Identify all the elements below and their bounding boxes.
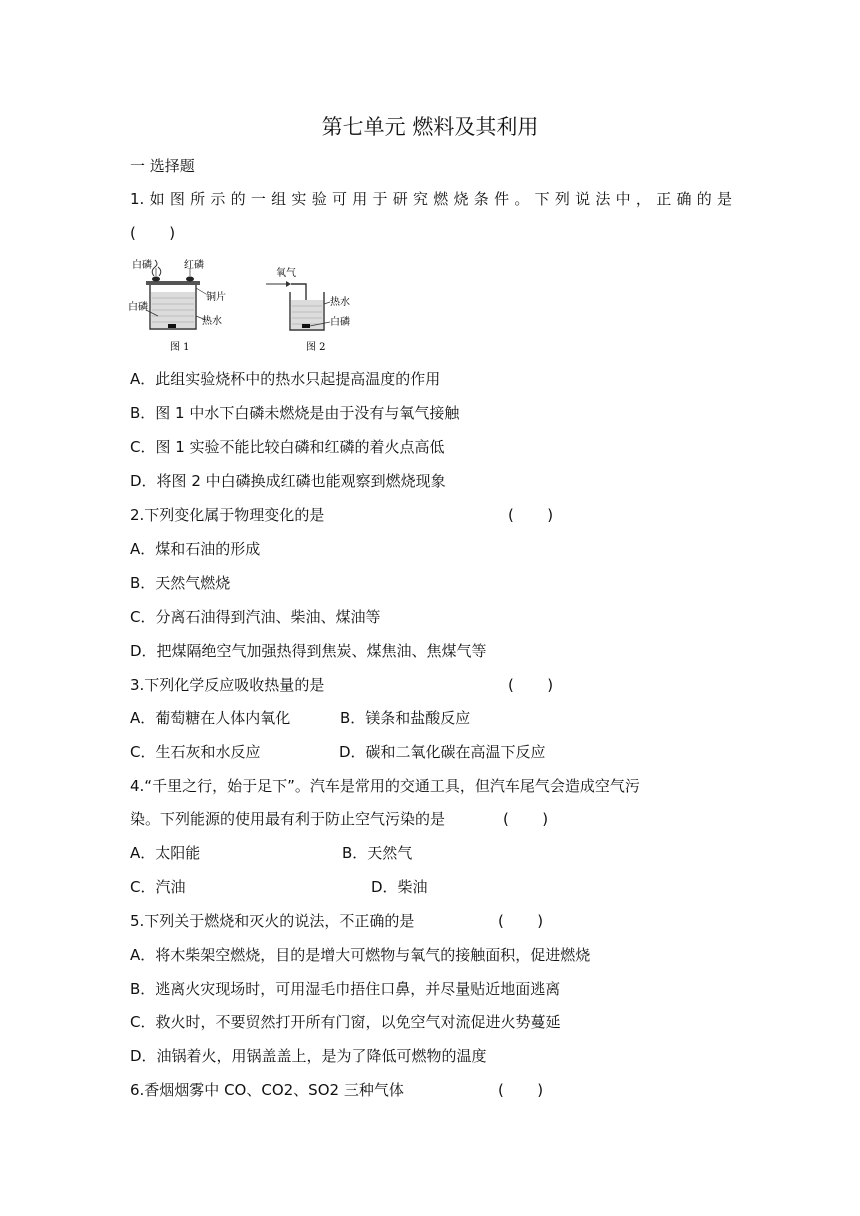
fig2-label-white-phosphorus: 白磷 [330, 317, 350, 328]
fig1-label-red-phosphorus: 红磷 [184, 260, 204, 271]
question-4-stem-line1: 4.“千里之行，始于足下”。汽车是常用的交通工具，但汽车尾气会造成空气污 [130, 777, 640, 795]
question-3-option-d: D．碳和二氧化碳在高温下反应 [339, 743, 546, 761]
question-6-stem: 6.香烟烟雾中 CO、CO2、SO2 三种气体 [130, 1081, 404, 1099]
fig1-label-white-phosphorus-top: 白磷 [132, 260, 152, 271]
question-4-option-d: D．柴油 [371, 878, 428, 896]
question-1-option-b: B．图 1 中水下白磷未燃烧是由于没有与氧气接触 [130, 404, 460, 422]
question-6-answer-paren: ( ) [498, 1081, 544, 1099]
fig2-label-hot-water: 热水 [330, 297, 350, 308]
question-1-option-d: D．将图 2 中白磷换成红磷也能观察到燃烧现象 [130, 472, 446, 490]
fig2-label-oxygen: 氧气 [276, 268, 296, 279]
question-1-answer-paren: ( ) [130, 224, 176, 242]
combustion-experiment-figure [128, 254, 360, 358]
section-heading: 一 选择题 [130, 157, 195, 175]
question-4-option-b: B．天然气 [342, 844, 413, 862]
question-5-answer-paren: ( ) [498, 912, 544, 930]
question-3-option-b: B．镁条和盐酸反应 [340, 709, 471, 727]
question-4-option-c: C．汽油 [130, 878, 186, 896]
red-phosphorus-on-copper [186, 277, 194, 282]
figure-2 [266, 266, 350, 353]
question-5-option-c: C．救火时，不要贸然打开所有门窗，以免空气对流促进火势蔓延 [130, 1013, 561, 1031]
copper-sheet [146, 281, 200, 285]
white-phosphorus-fig2 [302, 324, 310, 328]
question-2-option-b: B．天然气燃烧 [130, 574, 231, 592]
question-5-stem: 5.下列关于燃烧和灭火的说法，不正确的是 [130, 912, 415, 930]
question-1-option-a: A．此组实验烧杯中的热水只起提高温度的作用 [130, 370, 441, 388]
fig2-caption: 图 2 [306, 342, 326, 353]
question-4-stem-line2: 染。下列能源的使用最有利于防止空气污染的是 [130, 810, 446, 828]
question-4-option-a: A．太阳能 [130, 844, 201, 862]
white-phosphorus-under-water [168, 324, 176, 328]
question-2-answer-paren: ( ) [508, 506, 554, 524]
question-3-answer-paren: ( ) [508, 676, 554, 694]
question-3-option-a: A．葡萄糖在人体内氧化 [130, 709, 291, 727]
page-title: 第七单元 燃料及其利用 [321, 115, 539, 139]
smoke-mark [158, 267, 161, 276]
question-4-answer-paren: ( ) [503, 810, 549, 828]
question-1-stem-line1: 1.如图所示的一组实验可用于研究燃烧条件。下列说法中，正确的是 [130, 190, 732, 208]
oxygen-arrow-icon [286, 281, 291, 287]
question-5-option-d: D．油锅着火，用锅盖盖上，是为了降低可燃物的温度 [130, 1047, 487, 1065]
fig1-label-white-phosphorus-water: 白磷 [128, 302, 148, 313]
fig1-label-hot-water: 热水 [202, 316, 222, 327]
question-2-option-a: A．煤和石油的形成 [130, 540, 261, 558]
question-5-option-b: B．逃离火灾现场时，可用湿毛巾捂住口鼻，并尽量贴近地面逃离 [130, 980, 561, 998]
fig1-caption: 图 1 [170, 342, 190, 353]
question-5-option-a: A．将木柴架空燃烧，目的是增大可燃物与氧气的接触面积，促进燃烧 [130, 946, 591, 964]
question-1-option-c: C．图 1 实验不能比较白磷和红磷的着火点高低 [130, 438, 445, 456]
question-3-option-c: C．生石灰和水反应 [130, 743, 261, 761]
question-2-stem: 2.下列变化属于物理变化的是 [130, 506, 325, 524]
fig1-label-copper-sheet: 铜片 [206, 292, 226, 303]
question-3-stem: 3.下列化学反应吸收热量的是 [130, 676, 325, 694]
figure-1 [128, 258, 226, 353]
question-2-option-d: D．把煤隔绝空气加强热得到焦炭、煤焦油、焦煤气等 [130, 642, 487, 660]
question-2-option-c: C．分离石油得到汽油、柴油、煤油等 [130, 608, 381, 626]
white-phosphorus-on-copper [152, 277, 160, 282]
